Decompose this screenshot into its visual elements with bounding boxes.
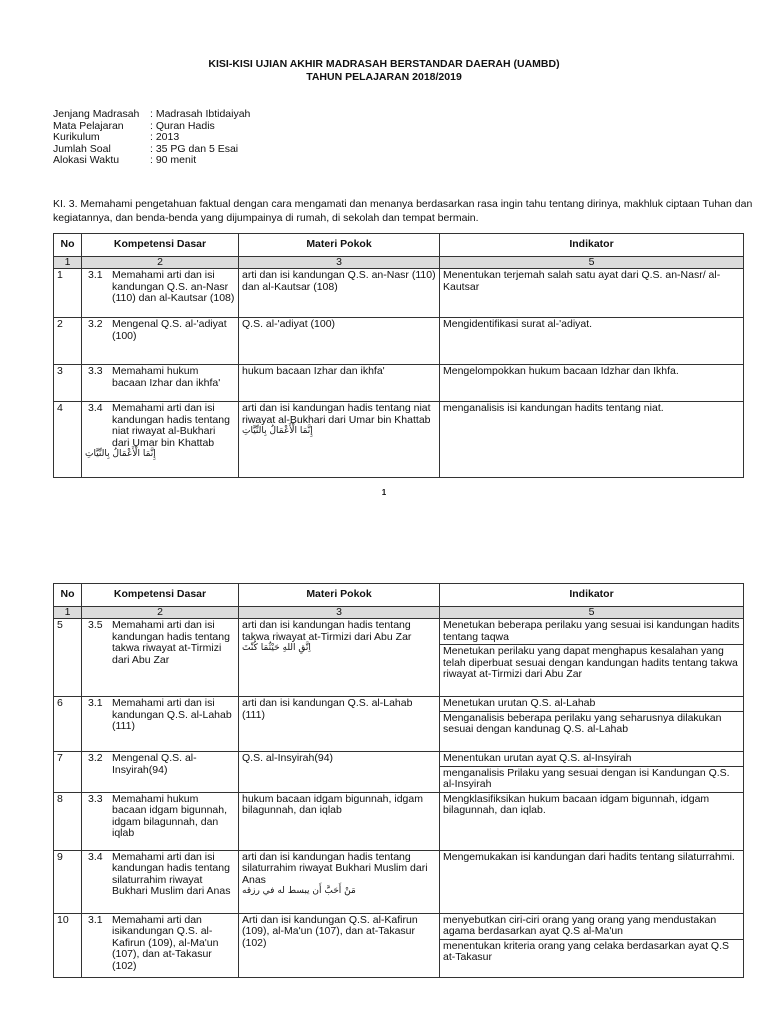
indikator-item: Mengemukakan isi kandungan dari hadits tentang silaturrahmi.: [443, 850, 735, 863]
kd-number: 3.4: [88, 850, 103, 863]
kd-text: Memahami arti dan isi kandungan Q.S. an-Nasr (110) dan al-Kautsar (108): [112, 269, 235, 304]
indikator-item: Menganalisis beberapa perilaku yang seharusnya dilakukan sesuai dengan kandunag Q.S. al-Lahab: [440, 711, 743, 737]
kd-wrap: [85, 698, 235, 733]
kd-wrap: [85, 915, 235, 973]
kompetensi-dasar: [82, 752, 239, 793]
meta-row: [53, 109, 250, 121]
table-row: [54, 752, 744, 793]
arabic-text: إِنَّمَا الْأَعْمَالُ بِالنِّيَّاتِ: [85, 449, 156, 459]
header-kd: Kompetensi Dasar: [82, 234, 239, 257]
col-num: 5: [440, 607, 744, 619]
indikator-item: menganalisis Prilaku yang sesuai dengan isi Kandungan Q.S. al-Insyirah: [440, 766, 743, 792]
row-number: 10: [54, 913, 82, 977]
col-num: 5: [440, 257, 744, 269]
kompetensi-dasar: [82, 619, 239, 697]
row-number: 7: [54, 752, 82, 793]
table-row: [54, 269, 744, 318]
kisi-table-2: [53, 583, 744, 978]
kompetensi-dasar: [82, 318, 239, 365]
indikator-item: Menetukan beberapa perilaku yang sesuai isi kandungan hadits tentang taqwa: [443, 619, 740, 643]
kd-number: 3.3: [88, 792, 103, 805]
row-number: 6: [54, 697, 82, 752]
meta-info: [53, 109, 250, 167]
materi-text: Arti dan isi kandungan Q.S. al-Kafirun (109), al-Ma'un (107), dan at-Takasur (102): [242, 913, 418, 949]
col-num: 3: [239, 607, 440, 619]
kd-wrap: [85, 270, 235, 305]
table-row: [54, 913, 744, 977]
indikator: [440, 318, 744, 365]
materi-pokok: [239, 269, 440, 318]
indikator-item: Mengelompokkan hukum bacaan Idzhar dan Ikhfa.: [443, 365, 679, 377]
kompetensi-dasar: [82, 269, 239, 318]
indikator: [440, 619, 744, 697]
arabic-text: اِتَّقِ اللهِ حَيْثُمَا كُنْتَ: [242, 643, 311, 653]
materi-text: arti dan isi kandungan Q.S. an-Nasr (110) dan al-Kautsar (108): [242, 269, 436, 293]
kd-text: Mengenal Q.S. al-Insyirah(94): [112, 752, 197, 776]
page-number: 1: [381, 488, 387, 497]
kd-wrap: [85, 319, 235, 342]
header-indikator: Indikator: [440, 584, 744, 607]
materi-pokok: [239, 365, 440, 402]
meta-row: [53, 155, 250, 167]
header-no: No: [54, 584, 82, 607]
row-number: 3: [54, 365, 82, 402]
kd-number: 3.3: [88, 365, 103, 377]
col-num: 1: [54, 257, 82, 269]
kd-text: Memahami hukum bacaan idgam bigunnah, idgam bilagunnah, dan iqlab: [112, 792, 228, 839]
kd-text: Memahami arti dan isi kandungan Q.S. al-Lahab (111): [112, 697, 232, 732]
meta-key: Jumlah Soal: [53, 142, 111, 155]
table-row: [54, 365, 744, 402]
materi-text: hukum bacaan Izhar dan ikhfa': [242, 365, 385, 377]
table-row: [54, 619, 744, 697]
materi-pokok: [239, 318, 440, 365]
header-materi: Materi Pokok: [239, 584, 440, 607]
kd-wrap: [85, 794, 235, 840]
row-number: 5: [54, 619, 82, 697]
header-kd: Kompetensi Dasar: [82, 584, 239, 607]
materi-text: Q.S. al-Insyirah(94): [242, 752, 334, 764]
kd-number: 3.4: [88, 402, 103, 414]
row-number: 8: [54, 792, 82, 850]
table-row: [54, 850, 744, 913]
materi-pokok: [239, 697, 440, 752]
indikator-item: Menentukan urutan ayat Q.S. al-Insyirah: [443, 752, 632, 764]
indikator-item: Menentukan terjemah salah satu ayat dari Q.S. an-Nasr/ al-Kautsar: [443, 269, 721, 293]
kd-text: Mengenal Q.S. al-'adiyat (100): [112, 318, 227, 342]
materi-pokok: [239, 850, 440, 913]
col-num: 2: [82, 257, 239, 269]
meta-key: Mata Pelajaran: [53, 119, 124, 132]
table-row: [54, 318, 744, 365]
kd-text: Memahami arti dan isi kandungan hadis tentang niat riwayat al-Bukhari dari Umar bin Khattab: [112, 402, 230, 449]
meta-value: : 2013: [150, 131, 180, 144]
col-num: 3: [239, 257, 440, 269]
kompetensi-dasar: [82, 365, 239, 402]
kd-wrap: [85, 620, 235, 666]
kd-wrap: [85, 852, 235, 898]
meta-value: : Quran Hadis: [150, 119, 215, 132]
meta-value: : 90 menit: [150, 154, 197, 167]
kd-number: 3.1: [88, 269, 103, 281]
materi-text: arti dan isi kandungan hadis tentang niat riwayat al-Bukhari dari Umar bin Khattab: [242, 402, 431, 426]
row-number: 1: [54, 269, 82, 318]
row-number: 4: [54, 402, 82, 478]
header-no: No: [54, 234, 82, 257]
indikator: [440, 913, 744, 977]
indikator: [440, 365, 744, 402]
kd-wrap: [85, 403, 235, 449]
materi-text: Q.S. al-'adiyat (100): [242, 318, 336, 330]
meta-value: : Madrasah Ibtidaiyah: [150, 108, 251, 120]
indikator: [440, 697, 744, 752]
materi-text: arti dan isi kandungan Q.S. al-Lahab (111): [242, 697, 413, 721]
materi-pokok: [239, 402, 440, 478]
header-materi: Materi Pokok: [239, 234, 440, 257]
indikator: [440, 752, 744, 793]
row-number: 2: [54, 318, 82, 365]
arabic-text: إِنَّمَا الْأَعْمَالُ بِالنِّيَّاتِ: [242, 426, 313, 436]
materi-text: arti dan isi kandungan hadis tentang takwa riwayat at-Tirmizi dari Abu Zar: [242, 619, 412, 643]
table-row: [54, 402, 744, 478]
kd-wrap: [85, 753, 235, 776]
col-num: 1: [54, 607, 82, 619]
kompetensi-dasar: [82, 792, 239, 850]
kisi-table-1: [53, 233, 744, 478]
materi-pokok: [239, 619, 440, 697]
kompetensi-dasar: [82, 913, 239, 977]
indikator: [440, 850, 744, 913]
arabic-text: مَنْ أَحَبَّ أَن يبسط له في رزقه: [242, 886, 356, 896]
kd-text: Memahami arti dan isikandungan Q.S. al-Kafirun (109), al-Ma'un (107), dan at-Takasur (102): [112, 913, 219, 972]
indikator-item: menganalisis isi kandungan hadits tentang niat.: [443, 402, 664, 414]
indikator-item: menyebutkan ciri-ciri orang yang orang yang mendustakan agama berdasarkan ayat Q.S al-Ma'un: [443, 913, 717, 937]
meta-value: : 35 PG dan 5 Esai: [150, 142, 239, 155]
indikator: [440, 269, 744, 318]
indikator-item: Menetukan urutan Q.S. al-Lahab: [443, 697, 596, 709]
indikator-item: Mengklasifiksikan hukum bacaan idgam bigunnah, idgam bilagunnah, dan iqlab.: [443, 792, 710, 816]
indikator-item: Mengidentifikasi surat al-'adiyat.: [443, 318, 593, 330]
meta-key: Alokasi Waktu: [53, 154, 120, 167]
kompetensi-dasar: [82, 697, 239, 752]
materi-text: arti dan isi kandungan hadis tentang silaturrahim riwayat Bukhari Muslim dari Anas: [242, 850, 428, 886]
kd-number: 3.1: [88, 697, 103, 709]
col-num: 2: [82, 607, 239, 619]
kompetensi-dasar: [82, 850, 239, 913]
materi-pokok: [239, 792, 440, 850]
kd-number: 3.5: [88, 619, 103, 631]
kd-text: Memahami hukum bacaan Izhar dan ikhfa': [112, 365, 221, 389]
materi-text: hukum bacaan idgam bigunnah, idgam bilagunnah, dan iqlab: [242, 792, 423, 816]
row-number: 9: [54, 850, 82, 913]
indikator-item: menentukan kriteria orang yang celaka berdasarkan ayat Q.S at-Takasur: [440, 939, 743, 965]
indikator: [440, 792, 744, 850]
kompetensi-dasar: [82, 402, 239, 478]
ki-statement: KI. 3. Memahami pengetahuan faktual dengan cara mengamati dan menanya berdasarkan rasa ingin tahu tentang dirinya, makhluk ciptaan Tuhan dan kegiatannya, dan benda-benda yang dijumpainya di rumah, di sekolah dan tempat bermain.: [53, 198, 753, 224]
kd-wrap: [85, 366, 235, 389]
indikator-item: Menetukan perilaku yang dapat menghapus kesalahan yang telah diperbuat sesuai dengan kandungan hadits tentang takwa riwayat at-Tirmizi dari Abu Zar: [440, 644, 743, 682]
materi-pokok: [239, 752, 440, 793]
indikator: [440, 402, 744, 478]
kd-number: 3.1: [88, 913, 103, 926]
kd-number: 3.2: [88, 752, 103, 764]
document-title: KISI-KISI UJIAN AKHIR MADRASAH BERSTANDAR DAERAH (UAMBD): [208, 58, 560, 70]
kd-text: Memahami arti dan isi kandungan hadis tentang takwa riwayat at-Tirmizi dari Abu Zar: [112, 619, 230, 666]
meta-key: Jenjang Madrasah: [53, 108, 140, 120]
table-row: [54, 697, 744, 752]
table-row: [54, 792, 744, 850]
materi-pokok: [239, 913, 440, 977]
document-subtitle: TAHUN PELAJARAN 2018/2019: [306, 71, 462, 83]
kd-number: 3.2: [88, 318, 103, 330]
kd-text: Memahami arti dan isi kandungan hadis tentang silaturrahim riwayat Bukhari Muslim dari Anas: [112, 850, 231, 897]
meta-key: Kurikulum: [53, 131, 100, 144]
header-indikator: Indikator: [440, 234, 744, 257]
